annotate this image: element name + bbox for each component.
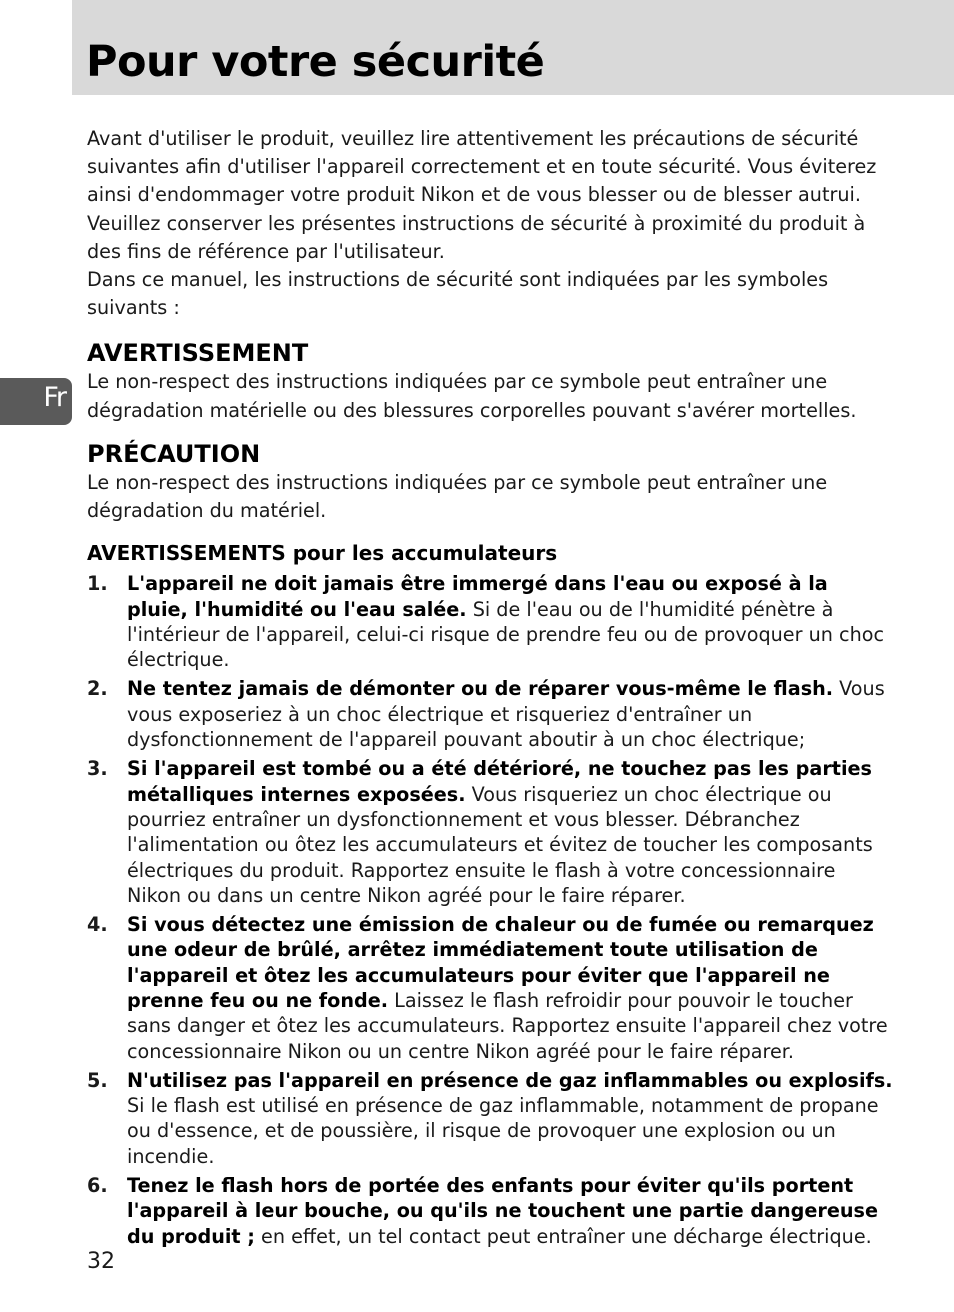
item-text: Vous vous exposeriez à un choc électrique et risqueriez d'entraîner un dysfonctionnement de l'appareil pouvant aboutir à un choc électrique; [127,677,885,752]
list-item [87,912,895,1064]
item-text: Si le flash est utilisé en présence de gaz inflammable, notamment de propane ou d'essence, et de poussière, il risque de provoquer une explosion ou un incendie. [127,1094,879,1168]
item-number: 5. [87,1068,108,1092]
item-text: Vous risqueriez un choc électrique ou pourriez entraîner un dysfonctionnement et vous blesser. Débranchez l'alimentation ou ôtez les accumulateurs et évitez de toucher les composants électriques du produit. Rapportez ensuite le flash à votre concessionnaire Nikon ou dans un centre Nikon agréé pour le faire réparer. [127,782,873,907]
page-number: 32 [87,1249,115,1274]
intro-paragraph: Avant d'utiliser le produit, veuillez lire attentivement les précautions de sécurité suivantes afin d'utiliser l'appareil correctement et en toute sécurité. Vous éviterez ainsi d'endommager votre produit Nikon et de vous blesser ou de blesser autrui. Veuillez conserver les présentes instructions de sécurité à proximité du produit à des fins de référence par l'utilisateur. [87,127,877,263]
precaution-heading: PRÉCAUTION [87,439,261,468]
precaution-text: Le non-respect des instructions indiquées par ce symbole peut entraîner une dégradation du matériel. [87,470,828,523]
item-text: Laissez le flash refroidir pour pouvoir le toucher sans danger et ôtez les accumulateurs. Rapportez ensuite l'appareil chez votre concessionnaire Nikon ou un centre Nikon agréé pour le faire réparer. [127,988,888,1063]
item-text: en effet, un tel contact peut entraîner une décharge électrique. [254,1224,872,1248]
item-lead: Ne tentez jamais de démonter ou de réparer vous-même le flash. [127,677,834,701]
warnings-list [87,571,895,1249]
list-item [87,1068,895,1169]
precaution-section [87,439,895,525]
item-text: Si de l'eau ou de l'humidité pénètre à l'intérieur de l'appareil, celui-ci risque de prendre feu ou de provoquer un choc électrique. [127,597,885,672]
item-lead: Si vous détectez une émission de chaleur ou de fumée ou remarquez une odeur de brûlé, arrêtez immédiatement toute utilisation de l'appareil et ôtez les accumulateurs pour éviter que l'appareil ne prenne feu ou ne fonde. [127,913,874,1012]
accumulators-heading: AVERTISSEMENTS pour les accumulateurs [87,541,558,566]
main-content [87,125,895,1249]
page-title: Pour votre sécurité [86,37,545,87]
item-number: 4. [87,913,108,937]
item-number: 3. [87,757,108,781]
language-tab-label: Fr [43,382,66,413]
list-item [87,1173,895,1249]
item-number: 2. [87,677,108,701]
item-lead: N'utilisez pas l'appareil en présence de gaz inflammables ou explosifs. [127,1068,893,1092]
intro [87,125,895,322]
list-item [87,756,895,908]
item-lead: L'appareil ne doit jamais être immergé dans l'eau ou exposé à la pluie, l'humidité ou l'eau salée. [127,572,828,621]
avertissement-heading: AVERTISSEMENT [87,339,309,368]
item-number: 1. [87,572,108,596]
avertissement-text: Le non-respect des instructions indiquées par ce symbole peut entraîner une dégradation matérielle ou des blessures corporelles pouvant s'avérer mortelles. [87,370,857,422]
avertissement-section [87,338,895,424]
item-number: 6. [87,1174,108,1198]
item-lead: Tenez le flash hors de portée des enfants pour éviter qu'ils portent l'appareil à leur bouche, ou qu'ils ne touchent une partie dangereuse du produit ; [127,1174,878,1248]
intro-paragraph-symbols: Dans ce manuel, les instructions de sécurité sont indiquées par les symboles suivants : [87,268,829,320]
language-tab [0,378,72,425]
list-item [87,571,895,672]
item-lead: Si l'appareil est tombé ou a été détérioré, ne touchez pas les parties métalliques internes exposées. [127,757,872,806]
list-item [87,676,895,752]
